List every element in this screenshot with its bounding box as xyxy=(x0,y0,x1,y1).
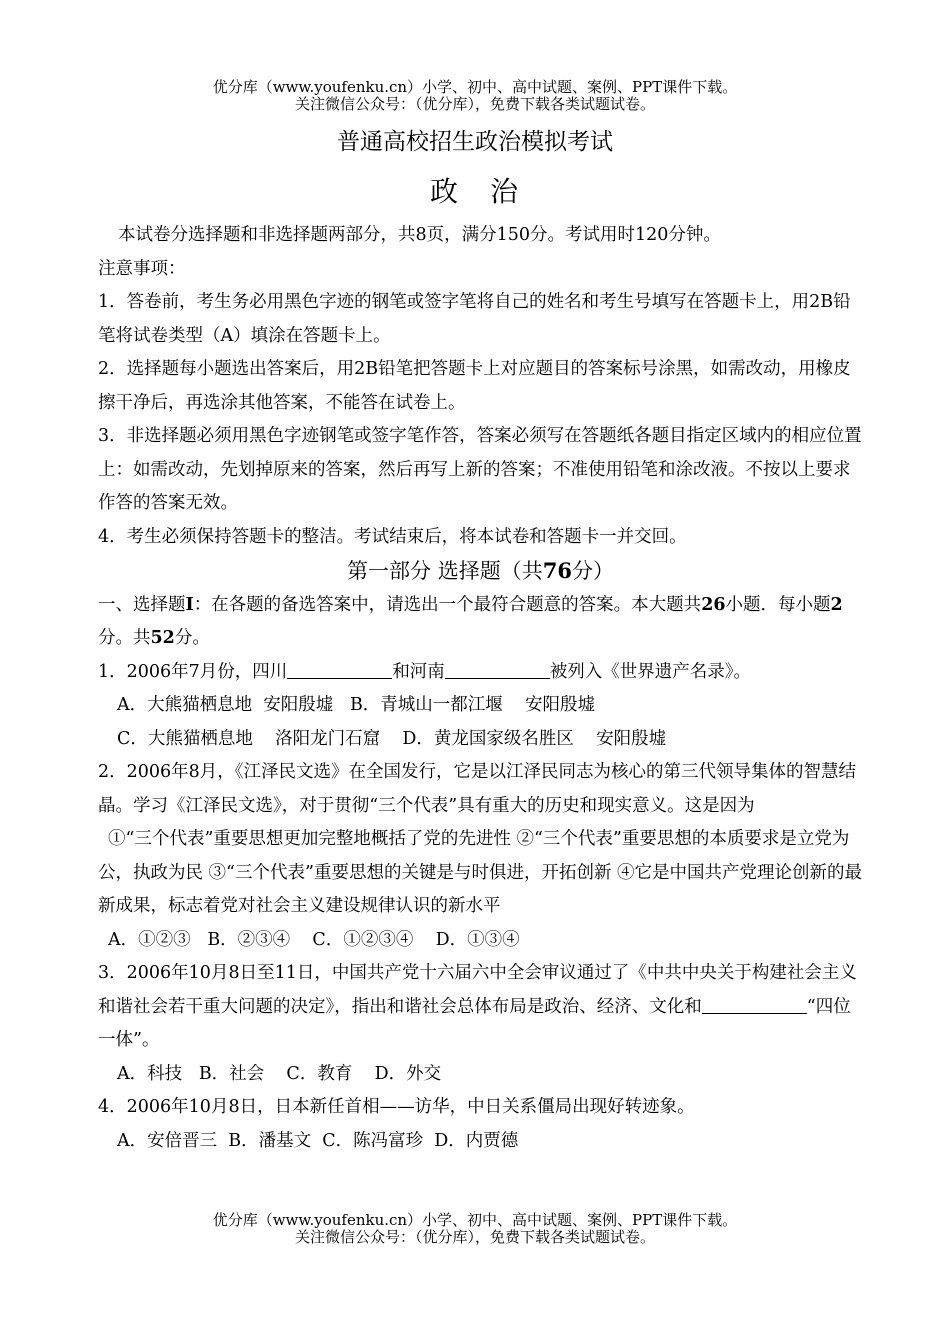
notice-item-2: 2．选择题每小题选出答案后，用2B铅笔把答题卡上对应题目的答案标号涂黑，如需改动，用橡皮擦干净后，再选涂其他答案，不能答在试卷上。 xyxy=(98,359,851,413)
footer-line-2: 关注微信公众号：（优分库），免费下载各类试题试卷。 xyxy=(294,1228,655,1246)
question-3-options: A．科技 B．社会 C．教育 D．外交 xyxy=(117,1063,442,1084)
question-2-statements: ①“三个代表”重要思想更加完整地概括了党的先进性 ②“三个代表”重要思想的本质要求是立党为公，执政为民 ③“三个代表”重要思想的关键是与时俱进，开拓创新 ④它是中国共产党理论创新的最新成果，标志着党对社会主义建设规律认识的新水平 xyxy=(98,829,863,916)
notice-heading: 注意事项： xyxy=(98,258,186,279)
exam-title: 普通高校招生政治模拟考试 xyxy=(337,129,613,155)
footer-line-1: 优分库（www.youfenku.cn）小学、初中、高中试题、案例、PPT课件下载。 xyxy=(212,1211,738,1229)
page-header xyxy=(0,79,950,113)
question-4-options: A．安倍晋三 B．潘基文 C．陈冯富珍 D．内贾德 xyxy=(117,1130,519,1151)
question-3: 3．2006年10月8日至11日，中国共产党十六届六中全会审议通过了《中共中央关于构建社会主义和谐社会若干重大问题的决定》，指出和谐社会总体布局是政治、经济、文化和 “四位一体”。 xyxy=(98,963,857,1050)
answer-blank xyxy=(287,658,392,679)
question-1-options-row-2: C．大熊猫栖息地 洛阳龙门石窟 D．黄龙国家级名胜区 安阳殷墟 xyxy=(117,728,667,749)
notice-item-3: 3．非选择题必须用黑色字迹钢笔或签字笔作答，答案必须写在答题纸各题目指定区域内的相应位置上：如需改动，先划掉原来的答案，然后再写上新的答案；不准使用铅笔和涂改液。不按以上要求作答的答案无效。 xyxy=(98,426,862,513)
question-4: 4．2006年10月8日，日本新任首相——访华，中日关系僵局出现好转迹象。 xyxy=(98,1097,695,1117)
part1-heading: 第一部分 选择题（共76分） xyxy=(347,558,614,583)
question-1: 1．2006年7月份，四川 和河南 被列入《世界遗产名录》。 xyxy=(98,656,863,690)
question-1-options-row-1: A．大熊猫栖息地 安阳殷墟 B．青城山一都江堰 安阳殷墟 xyxy=(117,695,596,715)
exam-content xyxy=(98,219,863,1158)
exam-intro: 本试卷分选择题和非选择题两部分，共8页，满分150分。考试用时120分钟。 xyxy=(118,225,721,245)
notice-item-4: 4．考生必须保持答题卡的整洁。考试结束后，将本试卷和答题卡一并交回。 xyxy=(98,526,687,547)
section-instructions: 一、选择题I：在各题的备选答案中，请选出一个最符合题意的答案。本大题共26小题．每小题2分。共52分。 xyxy=(98,594,843,648)
exam-subject: 政 治 xyxy=(429,175,520,208)
answer-blank xyxy=(445,658,550,679)
question-2: 2．2006年8月，《江泽民文选》在全国发行，它是以江泽民同志为核心的第三代领导集体的智慧结晶。学习《江泽民文选》，对于贯彻“三个代表”具有重大的历史和现实意义。这是因为 xyxy=(98,762,857,816)
answer-blank xyxy=(702,993,807,1014)
question-2-options: A．①②③ B．②③④ C．①②③④ D．①③④ xyxy=(108,929,520,950)
header-line-1: 优分库（www.youfenku.cn）小学、初中、高中试题、案例、PPT课件下载。 xyxy=(212,78,738,96)
notice-item-1: 1．答卷前，考生务必用黑色字迹的钢笔或签字笔将自己的姓名和考生号填写在答题卡上，用2B铅笔将试卷类型（A）填涂在答题卡上。 xyxy=(98,292,851,346)
page-footer xyxy=(0,1212,950,1246)
header-line-2: 关注微信公众号：（优分库），免费下载各类试题试卷。 xyxy=(294,95,655,113)
